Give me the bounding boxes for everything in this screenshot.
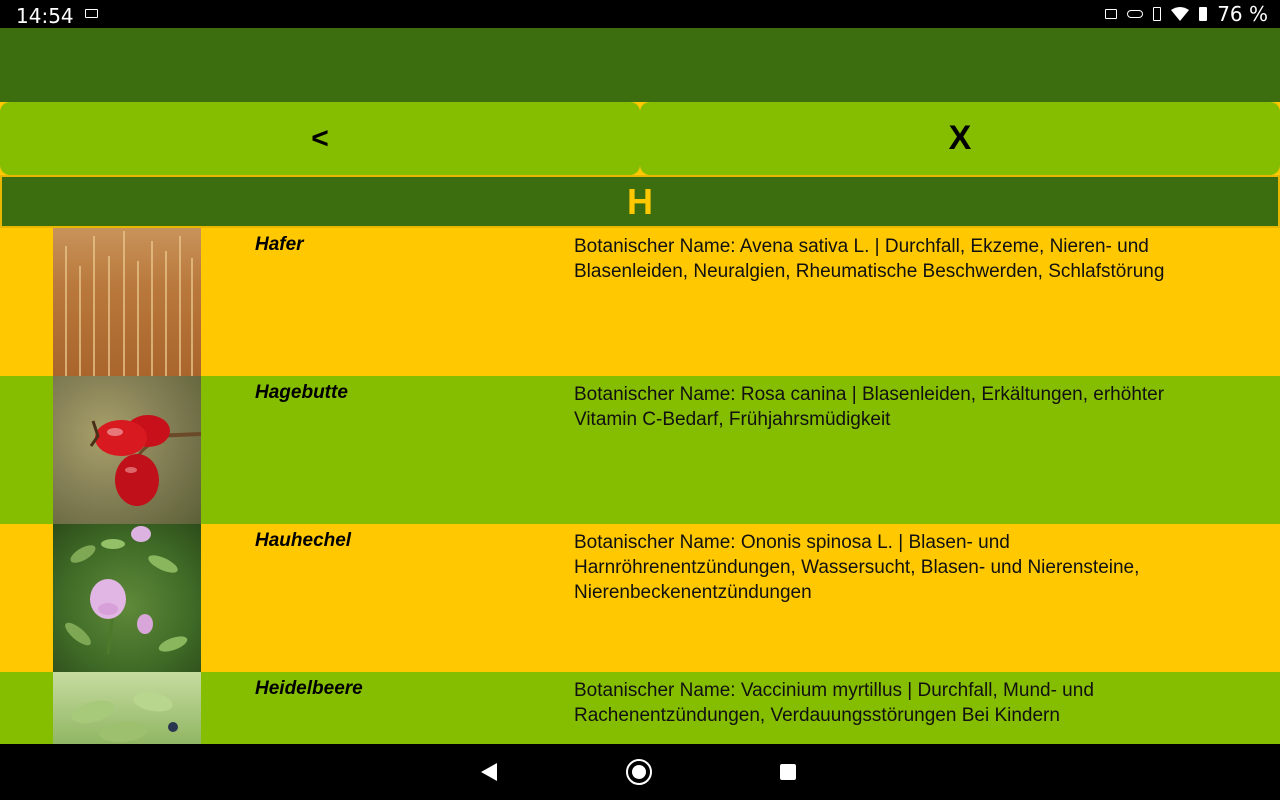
plant-name: Hauhechel [255,530,352,551]
screen-icon [85,9,98,18]
vibrate-icon [1153,7,1161,21]
recents-square-icon[interactable] [780,764,796,780]
wifi-icon [1171,7,1189,21]
plant-image [53,228,201,376]
plant-description: Botanischer Name: Rosa canina | Blasenleiden, Erkältungen, erhöhter Vitamin C-Bedarf, Frühjahrsmüdigkeit [574,384,1165,430]
status-bar [0,0,1280,28]
plant-image [53,524,201,672]
battery-icon [1199,7,1207,21]
list-item[interactable] [0,228,1280,376]
plant-description: Botanischer Name: Ononis spinosa L. | Blasen- und Harnröhrenentzündungen, Wassersucht, Blasen- und Nierensteine, Nierenbeckenentzündungen [574,532,1140,603]
plant-description: Botanischer Name: Avena sativa L. | Durchfall, Ekzeme, Nieren- und Blasenleiden, Neuralgien, Rheumatische Beschwerden, Schlafstörung [574,236,1165,282]
plant-name: Hafer [255,234,304,255]
status-icons [1105,4,1268,24]
plant-list[interactable] [0,228,1280,744]
key-icon [1127,10,1143,18]
list-item[interactable] [0,524,1280,672]
battery-percentage: 76 % [1217,2,1268,26]
plant-description: Botanischer Name: Vaccinium myrtillus | Durchfall, Mund- und Rachenentzündungen, Verdauungsstörungen Bei Kindern [574,680,1094,726]
navigation-row [0,102,1280,175]
app-bar [0,28,1280,102]
list-item[interactable] [0,672,1280,744]
back-triangle-icon[interactable] [481,763,497,781]
list-item[interactable] [0,376,1280,524]
plant-image [53,672,201,744]
section-letter-header: H [0,175,1280,228]
plant-name: Hagebutte [255,382,348,403]
back-button[interactable]: < [0,102,640,175]
plant-image [53,376,201,524]
close-button[interactable]: X [640,102,1280,175]
cast-icon [1105,9,1117,19]
home-circle-icon[interactable] [626,759,652,785]
status-time: 14:54 [16,4,74,28]
plant-name: Heidelbeere [255,678,363,699]
